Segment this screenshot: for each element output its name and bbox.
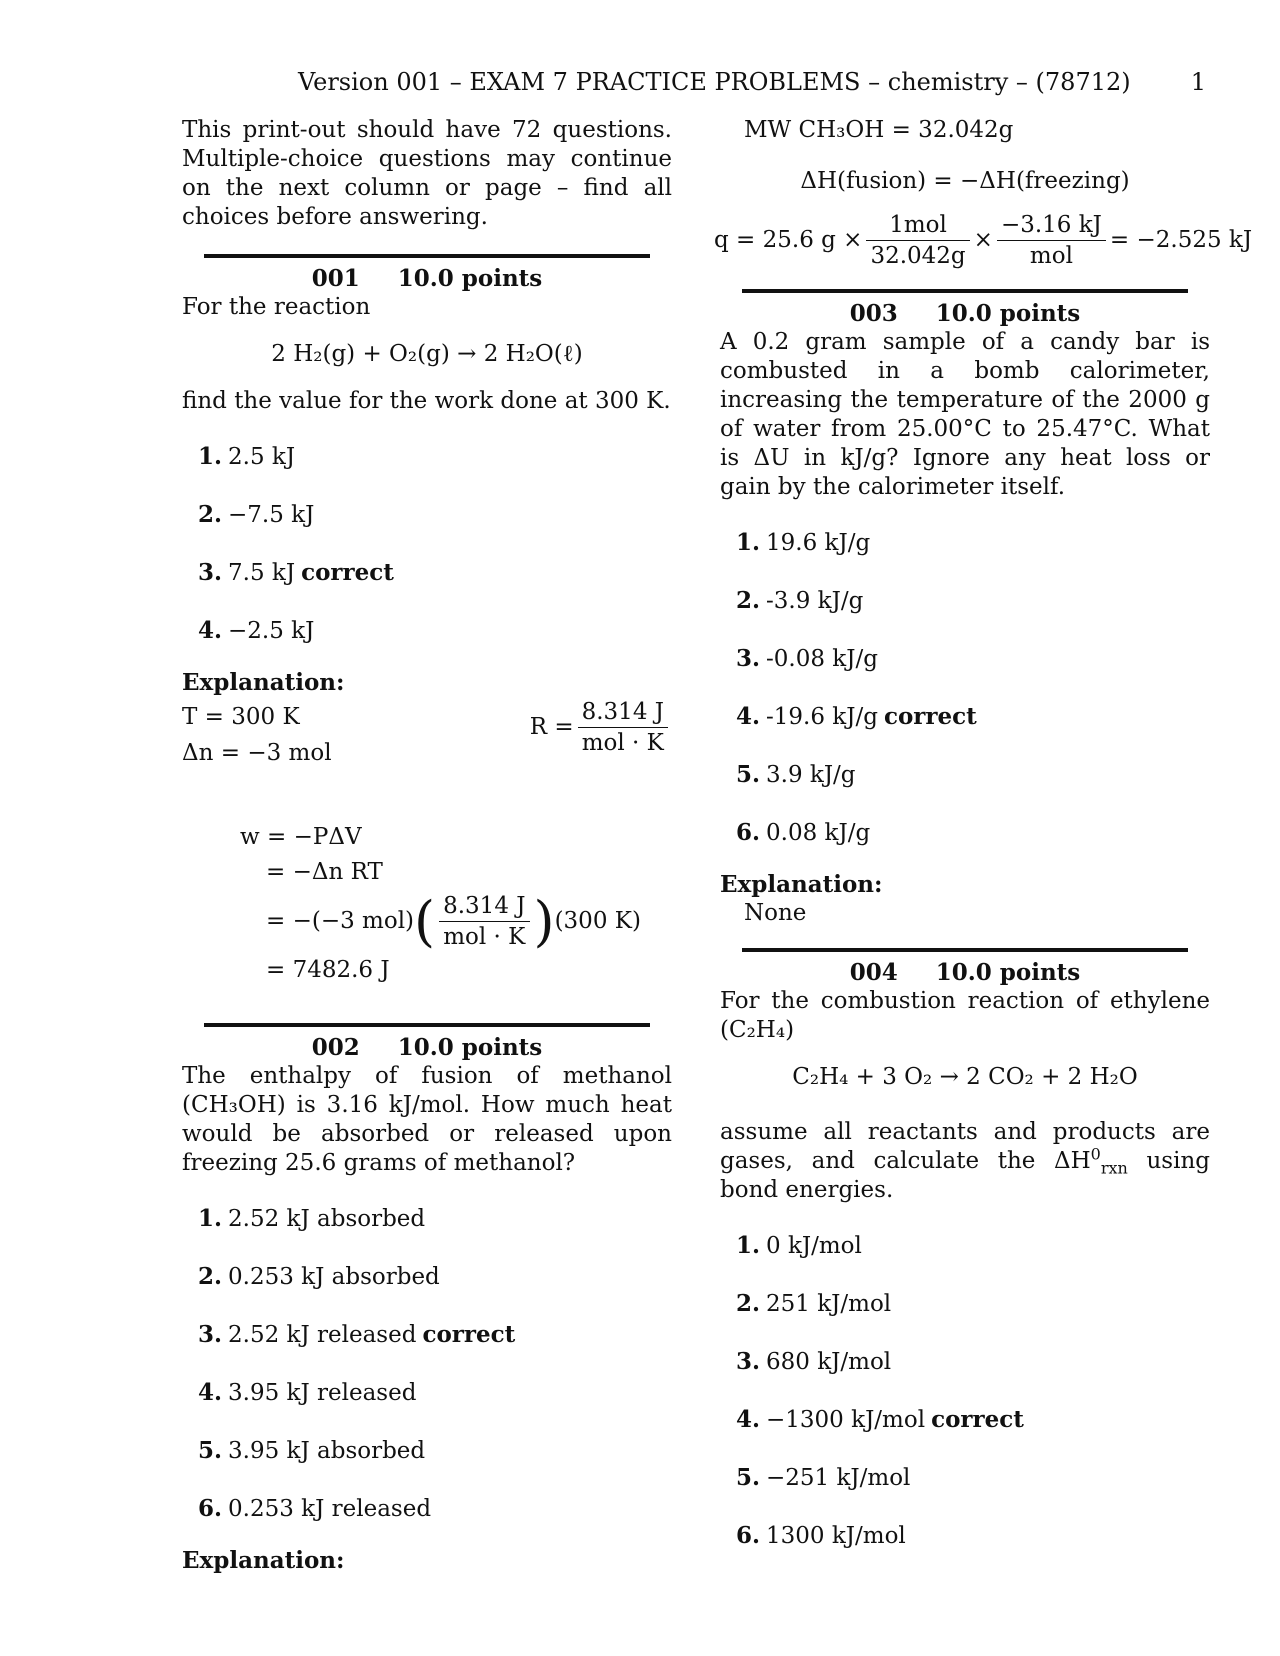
question-prompt: For the reaction <box>182 294 371 320</box>
choice-number: 3. <box>198 559 223 586</box>
choice-number: 2. <box>736 1290 761 1317</box>
header-title: Version 001 – EXAM 7 PRACTICE PROBLEMS – chemistry – (78712) <box>298 68 1131 96</box>
choice-number: 2. <box>198 1263 223 1290</box>
question-divider <box>742 289 1188 293</box>
question-header-001 <box>182 264 672 293</box>
answer-choice[interactable] <box>736 1231 1210 1260</box>
answer-choice[interactable] <box>736 528 1210 557</box>
choice-text: −2.5 kJ <box>228 618 315 644</box>
r-denominator: mol · K <box>581 730 664 756</box>
correct-marker: correct <box>301 559 394 586</box>
question-divider <box>742 948 1188 952</box>
answer-choice[interactable] <box>736 818 1210 847</box>
choice-text: 19.6 kJ/g <box>766 530 871 556</box>
page-number: 1 <box>1190 68 1206 96</box>
r-lhs: R = <box>529 714 574 740</box>
correct-marker: correct <box>422 1321 516 1348</box>
left-column <box>182 116 672 1575</box>
question-header-003 <box>720 299 1210 328</box>
choice-number: 3. <box>736 645 761 672</box>
answer-choice[interactable] <box>198 1262 672 1291</box>
answer-choice[interactable] <box>198 616 672 645</box>
choice-number: 2. <box>736 587 761 614</box>
gas-constant <box>530 697 672 758</box>
right-column <box>714 116 1253 1579</box>
question-text-b: using bond energies. <box>720 1148 1210 1203</box>
answer-choice[interactable] <box>736 1289 1210 1318</box>
question-number: 002 <box>311 1034 360 1061</box>
choice-text: 3.9 kJ/g <box>766 762 856 788</box>
answer-choice[interactable] <box>198 1204 672 1233</box>
question-number: 001 <box>311 265 360 292</box>
choice-text: 3.95 kJ released <box>228 1380 417 1406</box>
reaction-equation: C₂H₄ + 3 O₂ → 2 CO₂ + 2 H₂O <box>792 1064 1138 1090</box>
choice-number: 1. <box>198 1205 223 1232</box>
explanation-label: Explanation: <box>720 871 883 898</box>
question-header-002 <box>182 1033 672 1062</box>
choice-text: 7.5 kJ <box>228 560 296 586</box>
question-points: 10.0 points <box>935 300 1081 327</box>
choice-text: 2.52 kJ released <box>228 1322 417 1348</box>
enthalpy-fraction <box>997 210 1106 271</box>
question-text: find the value for the work done at 300 K. <box>182 388 671 414</box>
choice-text: −7.5 kJ <box>228 502 315 528</box>
question-points: 10.0 points <box>397 265 543 292</box>
choice-text: 0.253 kJ absorbed <box>228 1264 440 1290</box>
mole-denominator: 32.042g <box>870 243 966 269</box>
choice-text: 0.253 kJ released <box>228 1496 432 1522</box>
molar-mass-line: MW CH₃OH = 32.042g <box>744 117 1014 143</box>
choice-text: 1300 kJ/mol <box>766 1523 906 1549</box>
work-line-2: = −Δn RT <box>266 859 383 885</box>
answer-choice[interactable] <box>198 1494 672 1523</box>
choice-number: 5. <box>198 1437 223 1464</box>
temperature-line: T = 300 K <box>182 704 300 730</box>
choice-number: 1. <box>198 443 223 470</box>
choice-number: 3. <box>198 1321 223 1348</box>
answer-choice[interactable] <box>198 442 672 471</box>
question-header-004 <box>720 958 1210 987</box>
answer-choice[interactable] <box>198 1320 672 1349</box>
choice-text: 680 kJ/mol <box>766 1349 892 1375</box>
choice-text: -3.9 kJ/g <box>766 588 864 614</box>
choice-number: 4. <box>736 1406 761 1433</box>
answer-choice[interactable] <box>198 1436 672 1465</box>
mole-fraction <box>866 210 969 271</box>
choice-text: −251 kJ/mol <box>766 1465 911 1491</box>
times-sign: × <box>973 227 993 253</box>
explanation-label: Explanation: <box>182 1547 345 1574</box>
choice-list <box>182 442 672 645</box>
work-derivation <box>240 821 672 987</box>
choice-text: -19.6 kJ/g <box>766 704 878 730</box>
answer-choice[interactable] <box>198 558 672 587</box>
choice-number: 5. <box>736 1464 761 1491</box>
answer-choice[interactable] <box>736 702 1210 731</box>
work-line-3 <box>240 891 672 952</box>
choice-number: 3. <box>736 1348 761 1375</box>
work-line-1: w = −PΔV <box>240 824 362 850</box>
answer-choice[interactable] <box>736 1463 1210 1492</box>
choice-text: 2.52 kJ absorbed <box>228 1206 426 1232</box>
page-header <box>0 68 1280 98</box>
mole-numerator: 1mol <box>866 210 969 241</box>
answer-choice[interactable] <box>736 760 1210 789</box>
correct-marker: correct <box>883 703 977 730</box>
work-r-denominator: mol · K <box>443 924 526 950</box>
question-points: 10.0 points <box>935 959 1081 986</box>
choice-text: −1300 kJ/mol <box>766 1407 926 1433</box>
question-divider <box>204 1023 650 1027</box>
work-term-moles: = −(−3 mol) <box>266 908 415 934</box>
question-points: 10.0 points <box>397 1034 543 1061</box>
choice-number: 4. <box>198 617 223 644</box>
work-line-result: = 7482.6 J <box>266 957 390 983</box>
question-prompt: The enthalpy of fusion of methanol (CH₃OH) is 3.16 kJ/mol. How much heat would be absorbed or released upon freezing 25.6 grams of methanol? <box>182 1063 672 1176</box>
choice-list <box>182 1204 672 1523</box>
paren-close: ) <box>533 889 555 953</box>
choice-text: 0 kJ/mol <box>766 1233 862 1259</box>
reaction-equation: 2 H₂(g) + O₂(g) → 2 H₂O(ℓ) <box>271 341 583 367</box>
answer-choice[interactable] <box>736 644 1210 673</box>
answer-choice[interactable] <box>736 1405 1210 1434</box>
choice-number: 2. <box>198 501 223 528</box>
enthalpy-denominator: mol <box>1029 243 1073 269</box>
question-divider <box>204 254 650 258</box>
heat-calculation <box>714 210 1253 271</box>
q-lhs: q = 25.6 g × <box>714 227 863 253</box>
question-prompt: For the combustion reaction of ethylene (C₂H₄) <box>720 988 1210 1043</box>
r-numerator: 8.314 J <box>578 697 668 728</box>
choice-number: 4. <box>736 703 761 730</box>
rxn-subscript: rxn <box>1100 1158 1128 1178</box>
standard-superscript: 0 <box>1090 1144 1101 1164</box>
explanation-label: Explanation: <box>182 669 345 696</box>
delta-n-line: Δn = −3 mol <box>182 740 332 766</box>
answer-choice[interactable] <box>736 1521 1210 1550</box>
choice-text: 251 kJ/mol <box>766 1291 892 1317</box>
intro-text: This print-out should have 72 questions. Multiple-choice questions may continue on the next column or page – find all choices before answering. <box>182 117 672 230</box>
question-text <box>720 1118 1210 1205</box>
question-number: 003 <box>849 300 898 327</box>
question-text-a: assume all reactants and products are gases, and calculate the ΔH <box>720 1119 1210 1174</box>
answer-choice[interactable] <box>198 1378 672 1407</box>
answer-choice[interactable] <box>198 500 672 529</box>
work-r-fraction <box>439 891 529 952</box>
choice-text: 2.5 kJ <box>228 444 296 470</box>
choice-number: 6. <box>736 1522 761 1549</box>
choice-text: 3.95 kJ absorbed <box>228 1438 426 1464</box>
r-fraction <box>578 697 668 758</box>
question-number: 004 <box>849 959 898 986</box>
q-result: = −2.525 kJ <box>1109 227 1253 253</box>
work-r-numerator: 8.314 J <box>439 891 529 922</box>
answer-choice[interactable] <box>736 586 1210 615</box>
choice-list <box>720 1231 1210 1550</box>
correct-marker: correct <box>931 1406 1024 1433</box>
work-term-temp: (300 K) <box>554 908 641 934</box>
choice-number: 1. <box>736 1232 761 1259</box>
answer-choice[interactable] <box>736 1347 1210 1376</box>
choice-list <box>720 528 1210 847</box>
choice-number: 4. <box>198 1379 223 1406</box>
fusion-relation: ΔH(fusion) = −ΔH(freezing) <box>800 168 1130 194</box>
choice-number: 5. <box>736 761 761 788</box>
paren-open: ( <box>414 889 436 953</box>
explanation-text: None <box>744 900 807 926</box>
enthalpy-numerator: −3.16 kJ <box>997 210 1106 241</box>
choice-number: 1. <box>736 529 761 556</box>
question-prompt: A 0.2 gram sample of a candy bar is combusted in a bomb calorimeter, increasing the temperature of the 2000 g of water from 25.00°C to 25.47°C. What is ΔU in kJ/g? Ignore any heat loss or gain by the calorimeter itself. <box>720 329 1210 500</box>
choice-number: 6. <box>736 819 761 846</box>
choice-text: -0.08 kJ/g <box>766 646 878 672</box>
explanation-vars <box>182 697 672 781</box>
choice-number: 6. <box>198 1495 223 1522</box>
choice-text: 0.08 kJ/g <box>766 820 871 846</box>
